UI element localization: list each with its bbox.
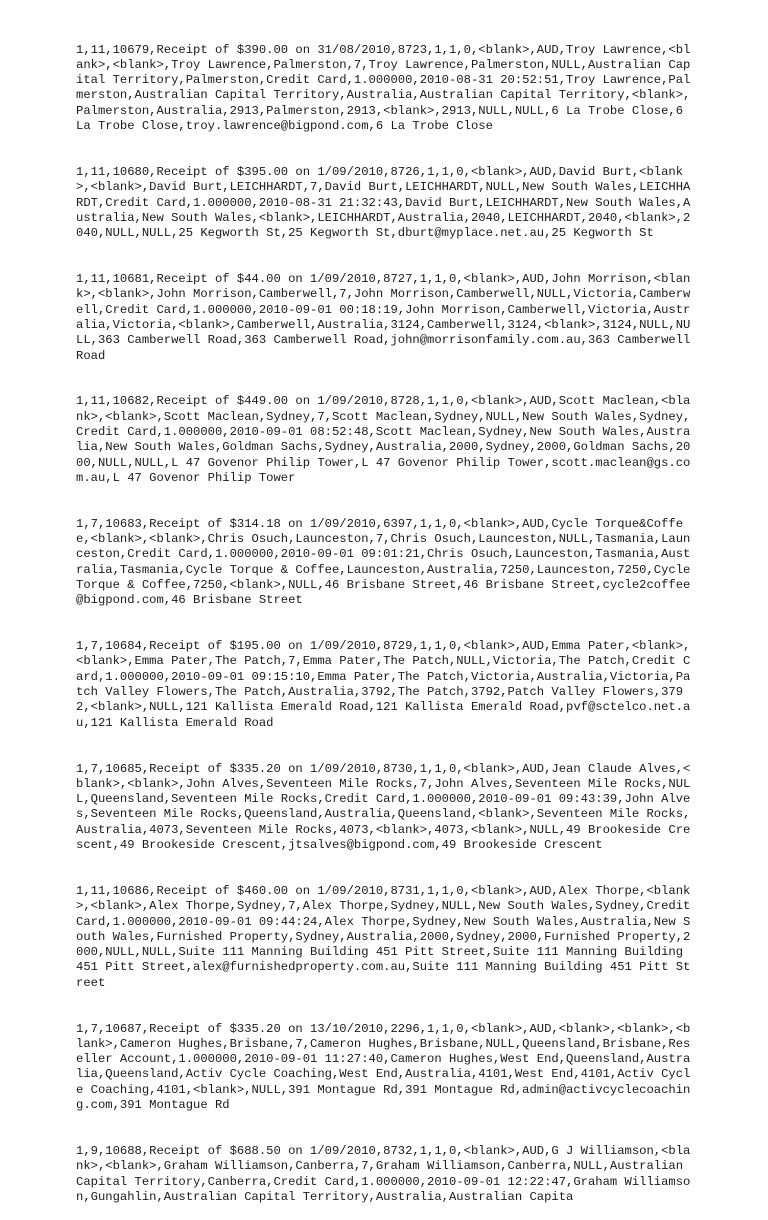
record-line: 1,9,10688,Receipt of $688.50 on 1/09/2010,8732,1,1,0,<blank>,AUD,G J Williamson,<blank>,<blank>,Graham Williamson,Canberra,7,Graham Williamson,Canberra,NULL,Australian Capital Territory,Canberra,Credit Card,1.000000,2010-09-01 12:22:47,Graham Williamson,Gungahlin,Australian Capital Territory,Australia,Australian Capita bbox=[76, 1143, 691, 1204]
csv-document-body bbox=[76, 12, 696, 1220]
record-line: 1,11,10680,Receipt of $395.00 on 1/09/2010,8726,1,1,0,<blank>,AUD,David Burt,<blank>,<blank>,David Burt,LEICHHARDT,7,David Burt,LEICHHARDT,NULL,New South Wales,LEICHHARDT,Credit Card,1.000000,2010-08-31 21:32:43,David Burt,LEICHHARDT,New South Wales,Australia,New South Wales,<blank>,LEICHHARDT,Australia,2040,LEICHHARDT,2040,<blank>,2040,NULL,NULL,25 Kegworth St,25 Kegworth St,dburt@myplace.net.au,25 Kegworth St bbox=[76, 164, 691, 241]
record-line: 1,11,10686,Receipt of $460.00 on 1/09/2010,8731,1,1,0,<blank>,AUD,Alex Thorpe,<blank>,<blank>,Alex Thorpe,Sydney,7,Alex Thorpe,Sydney,NULL,New South Wales,Sydney,Credit Card,1.000000,2010-09-01 09:44:24,Alex Thorpe,Sydney,New South Wales,Australia,New South Wales,Furnished Property,Sydney,Australia,2000,Sydney,2000,Furnished Property,2000,NULL,NULL,Suite 111 Manning Building 451 Pitt Street,Suite 111 Manning Building 451 Pitt Street,alex@furnishedproperty.com.au,Suite 111 Manning Building 451 Pitt Street bbox=[76, 883, 698, 990]
record-line: 1,11,10679,Receipt of $390.00 on 31/08/2010,8723,1,1,0,<blank>,AUD,Troy Lawrence,<blank>,<blank>,Troy Lawrence,Palmerston,7,Troy Lawrence,Palmerston,NULL,Australian Capital Territory,Palmerston,Credit Card,1.000000,2010-08-31 20:52:51,Troy Lawrence,Palmerston,Australian Capital Territory,Australia,Australian Capital Territory,<blank>,Palmerston,Australia,2913,Palmerston,2913,<blank>,2913,NULL,NULL,6 La Trobe Close,6 La Trobe Close,troy.lawrence@bigpond.com,6 La Trobe Close bbox=[76, 42, 691, 134]
record-line: 1,11,10681,Receipt of $44.00 on 1/09/2010,8727,1,1,0,<blank>,AUD,John Morrison,<blank>,<blank>,John Morrison,Camberwell,7,John Morrison,Camberwell,NULL,Victoria,Camberwell,Credit Card,1.000000,2010-09-01 00:18:19,John Morrison,Camberwell,Victoria,Australia,Victoria,<blank>,Camberwell,Australia,3124,Camberwell,3124,<blank>,3124,NULL,NULL,363 Camberwell Road,363 Camberwell Road,john@morrisonfamily.com.au,363 Camberwell Road bbox=[76, 272, 698, 363]
record-line: 1,11,10682,Receipt of $449.00 on 1/09/2010,8728,1,1,0,<blank>,AUD,Scott Maclean,<blank>,<blank>,Scott Maclean,Sydney,7,Scott Maclean,Sydney,NULL,New South Wales,Sydney,Credit Card,1.000000,2010-09-01 08:52:48,Scott Maclean,Sydney,New South Wales,Australia,New South Wales,Goldman Sachs,Sydney,Australia,2000,Sydney,2000,Goldman Sachs,2000,NULL,NULL,L 47 Govenor Philip Tower,L 47 Govenor Philip Tower,scott.maclean@gs.com.au,L 47 Govenor Philip Tower bbox=[76, 394, 691, 485]
record-line: 1,7,10687,Receipt of $335.20 on 13/10/2010,2296,1,1,0,<blank>,AUD,<blank>,<blank>,<blank>,Cameron Hughes,Brisbane,7,Cameron Hughes,Brisbane,NULL,Queensland,Brisbane,Reseller Account,1.000000,2010-09-01 11:27:40,Cameron Hughes,West End,Queensland,Australia,Queensland,Activ Cycle Coaching,West End,Australia,4101,West End,4101,Activ Cycle Coaching,4101,<blank>,NULL,391 Montague Rd,391 Montague Rd,admin@activcyclecoaching.com,391 Montague Rd bbox=[76, 1021, 691, 1113]
record-line: 1,7,10683,Receipt of $314.18 on 1/09/2010,6397,1,1,0,<blank>,AUD,Cycle Torque&Coffee,<blank>,<blank>,Chris Osuch,Launceston,7,Chris Osuch,Launceston,NULL,Tasmania,Launceston,Credit Card,1.000000,2010-09-01 09:01:21,Chris Osuch,Launceston,Tasmania,Australia,Tasmania,Cycle Torque & Coffee,Launceston,Australia,7250,Launceston,7250,Cycle Torque & Coffee,7250,<blank>,NULL,46 Brisbane Street,46 Brisbane Street,cycle2coffee@bigpond.com,46 Brisbane Street bbox=[76, 516, 698, 608]
record-line: 1,7,10685,Receipt of $335.20 on 1/09/2010,8730,1,1,0,<blank>,AUD,Jean Claude Alves,<blank>,<blank>,John Alves,Seventeen Mile Rocks,7,John Alves,Seventeen Mile Rocks,NULL,Queensland,Seventeen Mile Rocks,Credit Card,1.000000,2010-09-01 09:43:39,John Alves,Seventeen Mile Rocks,Queensland,Australia,Queensland,<blank>,Seventeen Mile Rocks,Australia,4073,Seventeen Mile Rocks,4073,<blank>,4073,<blank>,NULL,49 Brookeside Crescent,49 Brookeside Crescent,jtsalves@bigpond.com,49 Brookeside Crescent bbox=[76, 761, 691, 853]
record-line: 1,7,10684,Receipt of $195.00 on 1/09/2010,8729,1,1,0,<blank>,AUD,Emma Pater,<blank>,<blank>,Emma Pater,The Patch,7,Emma Pater,The Patch,NULL,Victoria,The Patch,Credit Card,1.000000,2010-09-01 09:15:10,Emma Pater,The Patch,Victoria,Australia,Victoria,Patch Valley Flowers,The Patch,Australia,3792,The Patch,3792,Patch Valley Flowers,3792,<blank>,NULL,121 Kallista Emerald Road,121 Kallista Emerald Road,pvf@sctelco.net.au,121 Kallista Emerald Road bbox=[76, 639, 691, 730]
